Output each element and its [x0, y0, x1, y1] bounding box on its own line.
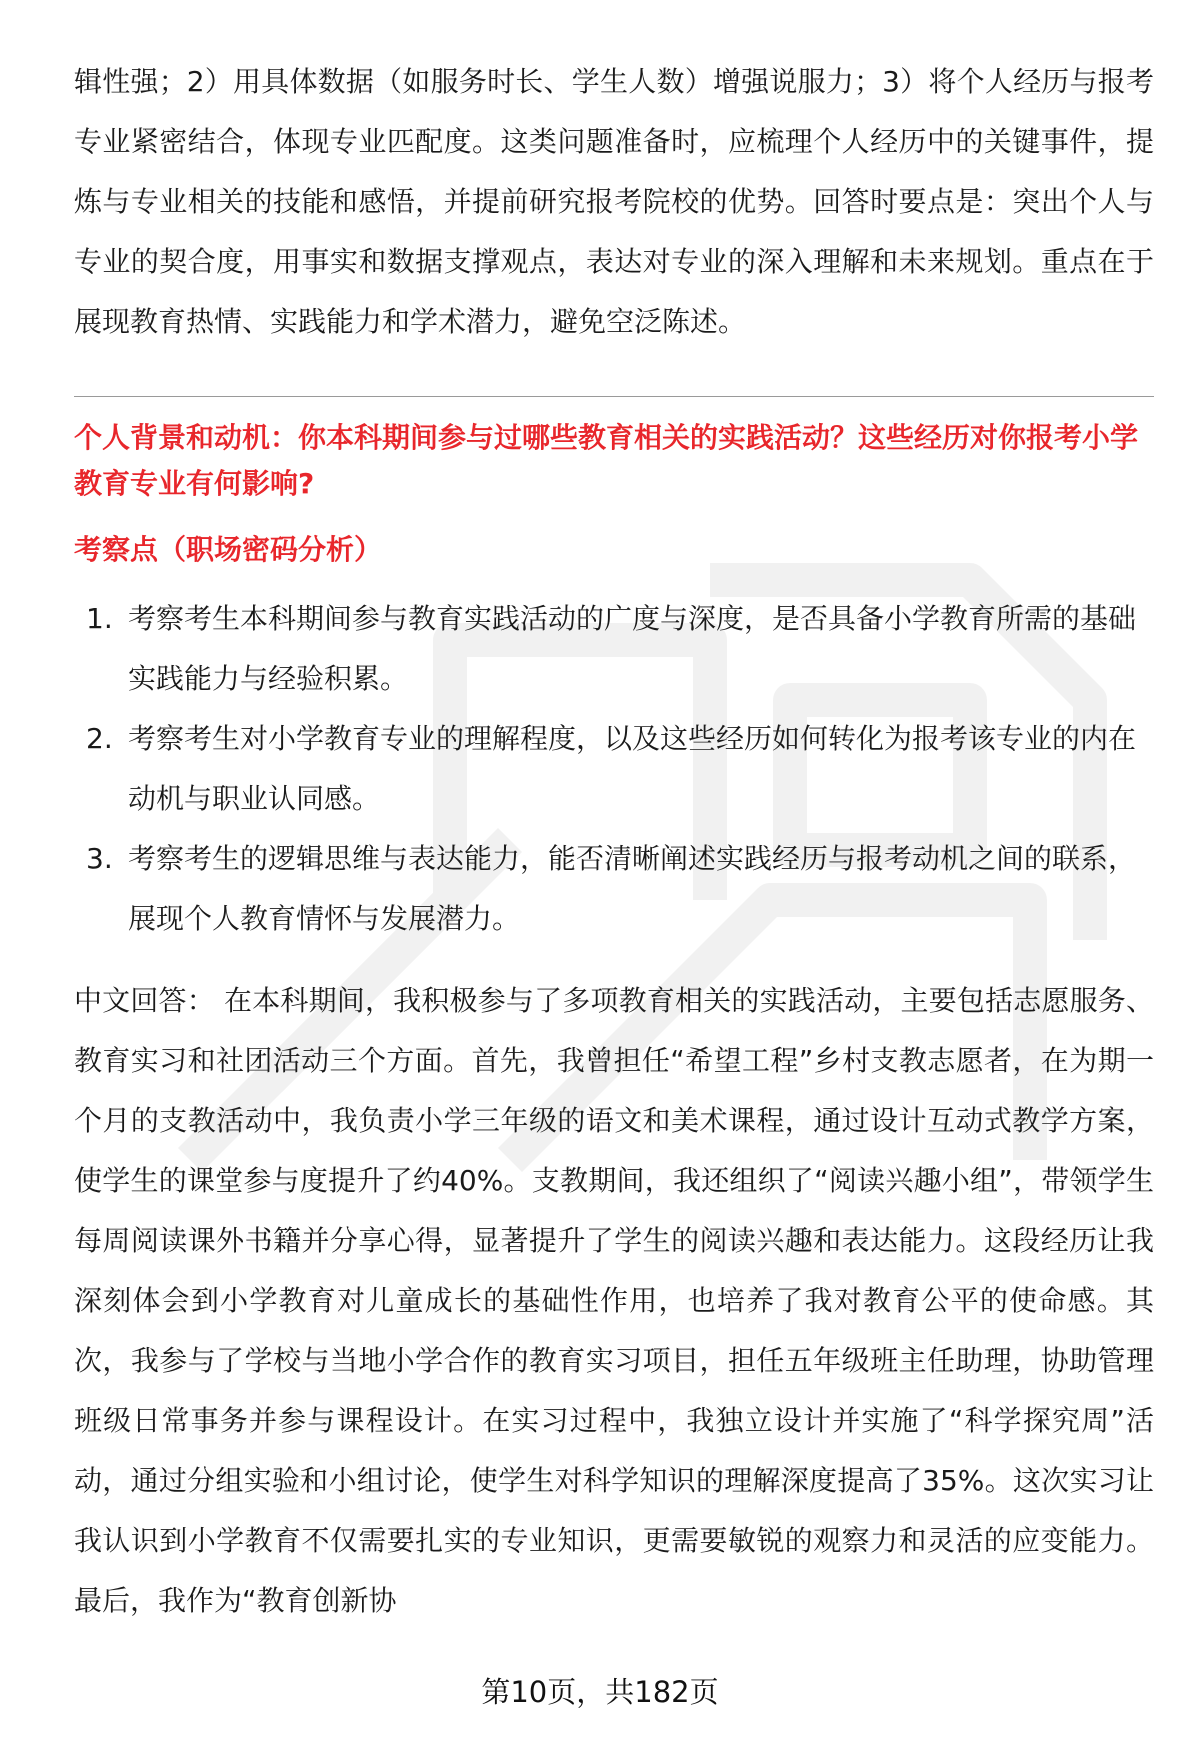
- answer-paragraph: 中文回答： 在本科期间，我积极参与了多项教育相关的实践活动，主要包括志愿服务、教育实习和社团活动三个方面。首先，我曾担任“希望工程”乡村支教志愿者，在为期一个月的支教活动中，我负责小学三年级的语文和美术课程，通过设计互动式教学方案，使学生的课堂参与度提升了约40%。支教期间，我还组织了“阅读兴趣小组”，带领学生每周阅读课外书籍并分享心得，显著提升了学生的阅读兴趣和表达能力。这段经历让我深刻体会到小学教育对儿童成长的基础性作用，也培养了我对教育公平的使命感。其次，我参与了学校与当地小学合作的教育实习项目，担任五年级班主任助理，协助管理班级日常事务并参与课程设计。在实习过程中，我独立设计并实施了“科学探究周”活动，通过分组实验和小组讨论，使学生对科学知识的理解深度提高了35%。这次实习让我认识到小学教育不仅需要扎实的专业知识，更需要敏锐的观察力和灵活的应变能力。最后，我作为“教育创新协: [74, 984, 1154, 1617]
- page-footer: 第10页，共182页: [481, 1675, 719, 1709]
- points-list: [74, 589, 1154, 949]
- page-content: [74, 52, 1154, 1631]
- question-heading: 个人背景和动机：你本科期间参与过哪些教育相关的实践活动？这些经历对你报考小学教育专业有何影响?: [74, 421, 1139, 500]
- list-item-text: 考察考生对小学教育专业的理解程度，以及这些经历如何转化为报考该专业的内在动机与职业认同感。: [128, 722, 1137, 815]
- list-item: [74, 589, 1154, 709]
- list-item-text: 考察考生本科期间参与教育实践活动的广度与深度，是否具备小学教育所需的基础实践能力与经验积累。: [128, 602, 1137, 695]
- list-item-number: 3.: [86, 842, 113, 875]
- list-item-text: 考察考生的逻辑思维与表达能力，能否清晰阐述实践经历与报考动机之间的联系，展现个人教育情怀与发展潜力。: [128, 842, 1137, 935]
- list-item: [74, 829, 1154, 949]
- list-item: [74, 709, 1154, 829]
- list-item-number: 2.: [86, 722, 113, 755]
- kaochadian-title: 考察点（职场密码分析）: [74, 533, 383, 566]
- list-item-number: 1.: [86, 602, 113, 635]
- section-divider: [74, 396, 1154, 397]
- intro-paragraph: 辑性强；2）用具体数据（如服务时长、学生人数）增强说服力；3）将个人经历与报考专业紧密结合，体现专业匹配度。这类问题准备时，应梳理个人经历中的关键事件，提炼与专业相关的技能和感悟，并提前研究报考院校的优势。回答时要点是：突出个人与专业的契合度，用事实和数据支撑观点，表达对专业的深入理解和未来规划。重点在于展现教育热情、实践能力和学术潜力，避免空泛陈述。: [74, 65, 1154, 338]
